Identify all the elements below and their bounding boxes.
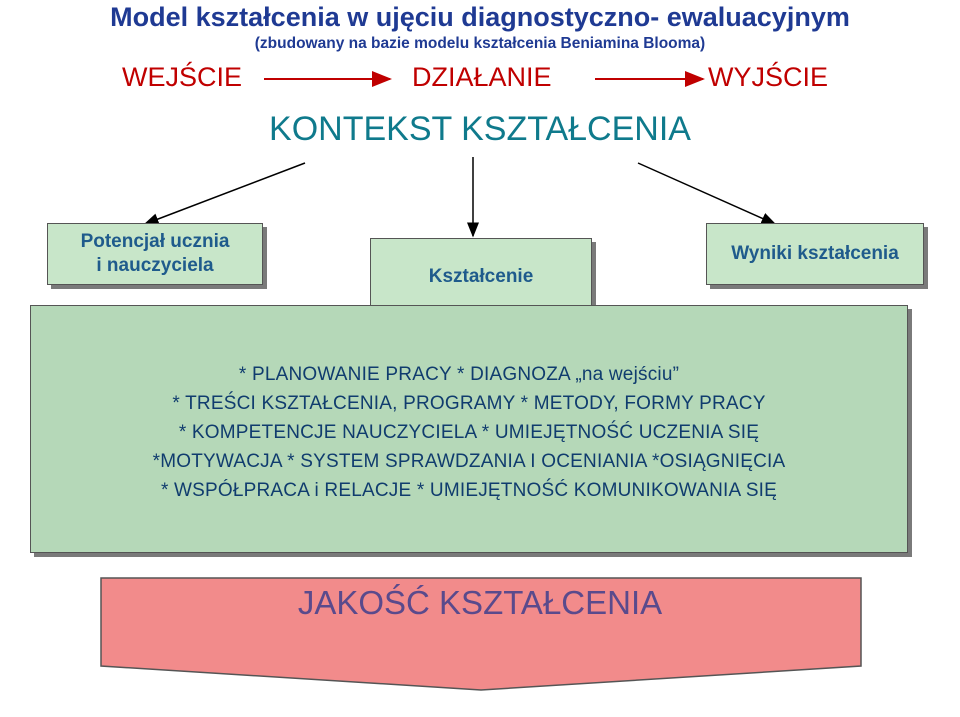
detail-line-1: * PLANOWANIE PRACY * DIAGNOZA „na wejściu” — [238, 364, 680, 385]
diagram-subtitle: (zbudowany na bazie modelu kształcenia Beniamina Blooma) — [254, 35, 706, 52]
context-arrow-left — [145, 163, 305, 224]
detail-line-3: * KOMPETENCJE NAUCZYCIELA * UMIEJĘTNOŚĆ UCZENIA SIĘ — [178, 422, 760, 443]
quality-label: JAKOŚĆ KSZTAŁCENIA — [297, 584, 663, 621]
detail-line-4: *MOTYWACJA * SYSTEM SPRAWDZANIA I OCENIANIA *OSIĄGNIĘCIA — [152, 451, 786, 472]
box-potential-line1: Potencjał ucznia — [80, 231, 230, 253]
box-potential — [47, 223, 263, 285]
detail-line-2: * TREŚCI KSZTAŁCENIA, PROGRAMY * METODY, FORMY PRACY — [172, 393, 766, 414]
flow-action-label: DZIAŁANIE — [412, 62, 552, 92]
box-results — [706, 223, 924, 285]
box-results-label: Wyniki kształcenia — [731, 243, 899, 265]
box-potential-line2: i nauczyciela — [96, 255, 214, 276]
diagram-title: Model kształcenia w ujęciu diagnostyczno- ewaluacyjnym — [110, 2, 850, 32]
box-education — [370, 238, 592, 310]
flow-output-label: WYJŚCIE — [708, 62, 829, 92]
flow-input-label: WEJŚCIE — [122, 62, 243, 92]
details-panel — [30, 305, 908, 553]
box-education-label: Kształcenie — [428, 266, 534, 288]
detail-line-5: * WSPÓŁPRACA i RELACJE * UMIEJĘTNOŚĆ KOMUNIKOWANIA SIĘ — [160, 480, 778, 501]
context-heading: KONTEKST KSZTAŁCENIA — [269, 110, 691, 148]
context-arrow-right — [638, 163, 775, 224]
